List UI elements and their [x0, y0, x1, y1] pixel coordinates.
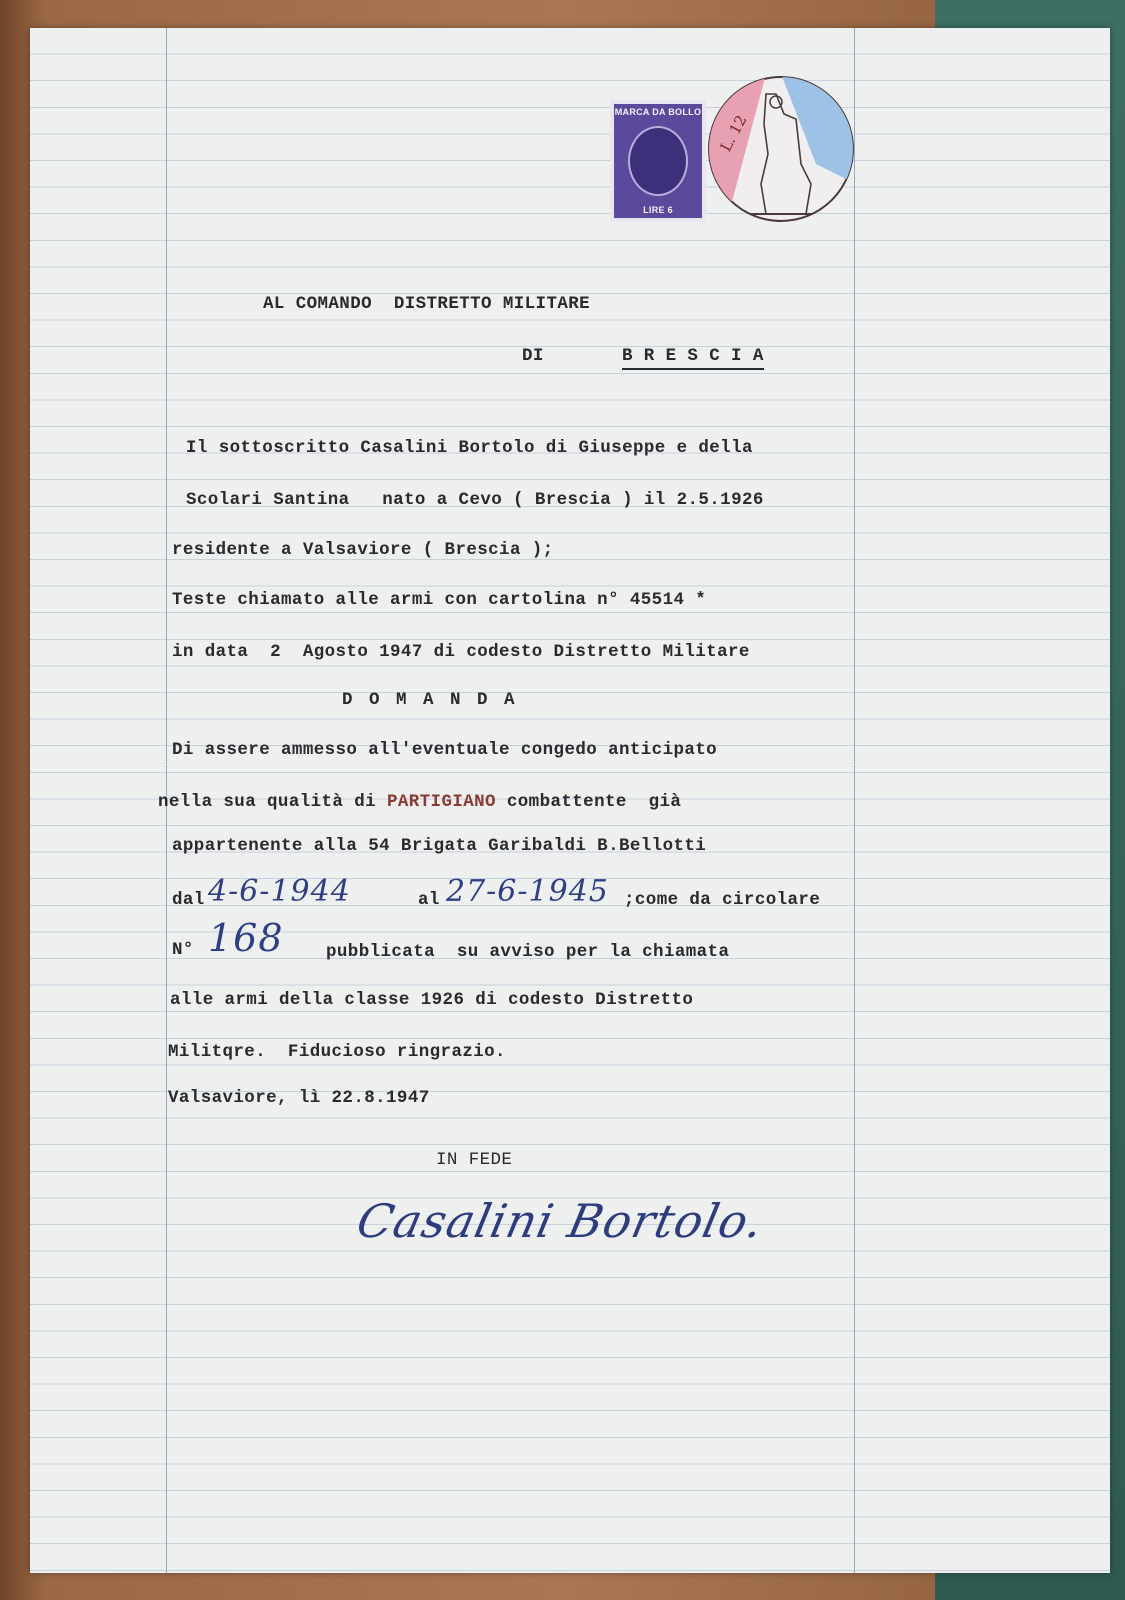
body-line-9-al: al: [418, 890, 440, 910]
body-line-1: Il sottoscritto Casalini Bortolo di Giuseppe e della: [186, 438, 753, 458]
body-line-8: appartenente alla 54 Brigata Garibaldi B.Bellotti: [172, 836, 707, 856]
body-line-10-n: N°: [172, 940, 194, 960]
stamp-portrait-icon: [628, 126, 688, 196]
partigiano-word: PARTIGIANO: [386, 792, 496, 812]
body-line-3: residente a Valsaviore ( Brescia );: [172, 540, 554, 560]
right-margin-line: [854, 28, 855, 1573]
body-line-2: Scolari Santina nato a Cevo ( Brescia ) il 2.5.1926: [186, 490, 764, 510]
body-line-9-tail: ;come da circolare: [624, 890, 821, 910]
body-line-7c: combattente già: [495, 792, 682, 812]
document-page: [30, 28, 1110, 1573]
body-line-11: alle armi della classe 1926 di codesto Distretto: [170, 990, 694, 1010]
place-date: Valsaviore, lì 22.8.1947: [168, 1088, 430, 1108]
domanda-title: D O M A N D A: [342, 690, 518, 710]
paper-fold: [30, 763, 1110, 766]
in-fede: IN FEDE: [436, 1150, 513, 1170]
stamp-value-label: LIRE 6: [643, 205, 673, 215]
seal-value: L. 12: [716, 112, 751, 155]
body-line-12: Militqre. Fiducioso ringrazio.: [168, 1042, 506, 1062]
body-line-4: Teste chiamato alle armi con cartolina n° 45514 *: [172, 590, 707, 610]
handwritten-date-from: 4-6-1944: [208, 874, 351, 909]
handwritten-date-to: 27-6-1945: [446, 874, 609, 909]
body-line-10: pubblicata su avviso per la chiamata: [326, 942, 730, 962]
revenue-stamp: [610, 100, 706, 222]
body-line-6: Di assere ammesso all'eventuale congedo anticipato: [172, 740, 718, 760]
addressee-di: DI: [522, 346, 544, 366]
body-line-9: dal: [172, 890, 205, 910]
embossed-seal-icon: [706, 74, 856, 224]
body-line-7: [158, 792, 681, 812]
body-line-7a: nella sua qualità di: [158, 792, 387, 812]
handwritten-signature: Casalini Bortolo.: [352, 1194, 769, 1248]
stamp-top-label: MARCA DA BOLLO: [614, 107, 702, 117]
handwritten-circular-number: 168: [208, 916, 284, 960]
body-line-5: in data 2 Agosto 1947 di codesto Distretto Militare: [172, 642, 750, 662]
addressee-line: AL COMANDO DISTRETTO MILITARE: [263, 294, 591, 314]
addressee-city: B R E S C I A: [622, 346, 764, 370]
